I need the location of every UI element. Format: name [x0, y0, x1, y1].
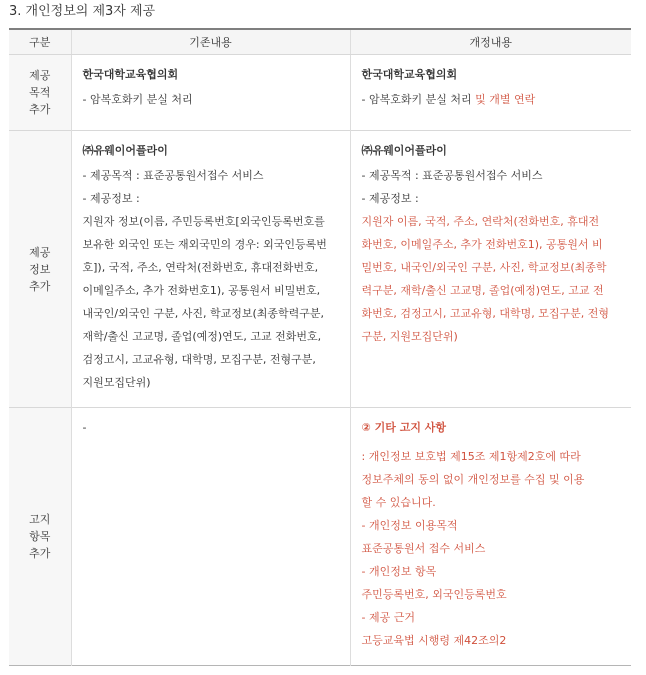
content-line	[362, 88, 622, 111]
category-cell	[9, 131, 71, 408]
changed-content-line: 할 수 있습니다.	[361, 496, 436, 509]
category-label: 목적	[29, 86, 51, 99]
category-label: 추가	[29, 547, 51, 560]
content-line: 호]), 국적, 주소, 연락처(전화번호, 휴대전화번호,	[82, 261, 319, 274]
organization-name: 한국대학교육협의회	[361, 68, 458, 81]
added-text: 및 개별 연락	[475, 93, 536, 106]
category-label: 제공	[29, 69, 51, 82]
changed-content-line: 주민등록번호, 외국인등록번호	[361, 588, 507, 601]
new-content-cell	[350, 55, 631, 131]
unchanged-text: - 암복호화키 분실 처리	[361, 93, 476, 106]
purpose-line: - 제공목적 : 표준공통원서접수 서비스	[82, 169, 264, 182]
info-label: - 제공정보 :	[82, 192, 140, 205]
changed-content-line: 밀번호, 내국인/외국인 구분, 사진, 학교정보(최종학	[361, 261, 607, 274]
category-label: 제공	[29, 245, 51, 259]
content-line: 이메일주소, 추가 전화번호1), 공통원서 비밀번호,	[82, 284, 321, 297]
content-line: 지원자 정보(이름, 주민등록번호[외국인등록번호를	[82, 215, 325, 228]
changed-content-line: - 제공 근거	[361, 611, 415, 624]
category-cell	[9, 408, 71, 666]
table-row	[9, 55, 631, 131]
content-line: 보유한 외국인 또는 재외국민의 경우: 외국인등록번	[82, 238, 327, 251]
changed-content-line: : 개인정보 보호법 제15조 제1항제2호에 따라	[361, 450, 581, 463]
changed-content-line: 화번호, 검정고시, 고교유형, 대학명, 모집구분, 전형	[361, 307, 609, 320]
organization-name: 한국대학교육협의회	[82, 68, 179, 81]
new-content-cell	[350, 131, 631, 408]
column-header-new-content: 개정내용	[350, 29, 631, 55]
changed-content-line: - 개인정보 이용목적	[361, 519, 458, 532]
table-row	[9, 131, 631, 408]
category-label: 추가	[29, 279, 51, 293]
changed-content-line: 정보주체의 동의 없이 개인정보를 수집 및 이용	[361, 473, 585, 486]
category-label: 고지	[29, 513, 51, 526]
old-content-cell	[71, 408, 350, 666]
comparison-table	[9, 28, 631, 666]
column-header-old-content: 기존내용	[71, 29, 350, 55]
column-header-category: 구분	[9, 29, 71, 55]
new-content-cell	[350, 408, 631, 666]
changed-content-line: 고등교육법 시행령 제42조의2	[361, 634, 507, 647]
changed-content-line: 지원자 이름, 국적, 주소, 연락처(전화번호, 휴대전	[361, 215, 600, 228]
info-label: - 제공정보 :	[361, 192, 419, 205]
organization-name: ㈜유웨이어플라이	[361, 144, 447, 157]
category-cell	[9, 55, 71, 131]
notice-heading: ② 기타 고지 사항	[361, 421, 447, 434]
changed-content-line: - 개인정보 항목	[361, 565, 437, 578]
changed-content-line: 화번호, 이메일주소, 추가 전화번호1), 공통원서 비	[361, 238, 603, 251]
content-line: 재학/출신 고교명, 졸업(예정)연도, 고교 전화번호,	[82, 330, 322, 343]
category-label: 정보	[29, 262, 51, 276]
content-line: 검정고시, 고교유형, 대학명, 모집구분, 전형구분,	[82, 353, 316, 366]
old-content-cell	[71, 131, 350, 408]
content-line: 내국인/외국인 구분, 사진, 학교정보(최종학력구분,	[82, 307, 324, 320]
empty-dash: -	[82, 421, 87, 434]
purpose-line: - 제공목적 : 표준공통원서접수 서비스	[361, 169, 543, 182]
content-line: - 암복호화키 분실 처리	[82, 93, 193, 106]
changed-content-line: 구분, 지원모집단위)	[361, 330, 458, 343]
category-label: 항목	[29, 530, 51, 543]
content-line: 지원모집단위)	[82, 376, 151, 389]
changed-content-line: 력구분, 재학/출신 고교명, 졸업(예정)연도, 고교 전	[361, 284, 604, 297]
old-content-cell	[71, 55, 350, 131]
changed-content-line: 표준공통원서 접수 서비스	[361, 542, 486, 555]
table-header-row	[9, 29, 631, 55]
section-title: 3. 개인정보의 제3자 제공	[9, 4, 156, 19]
table-row	[9, 408, 631, 666]
organization-name: ㈜유웨이어플라이	[82, 144, 168, 157]
category-label: 추가	[29, 103, 51, 116]
